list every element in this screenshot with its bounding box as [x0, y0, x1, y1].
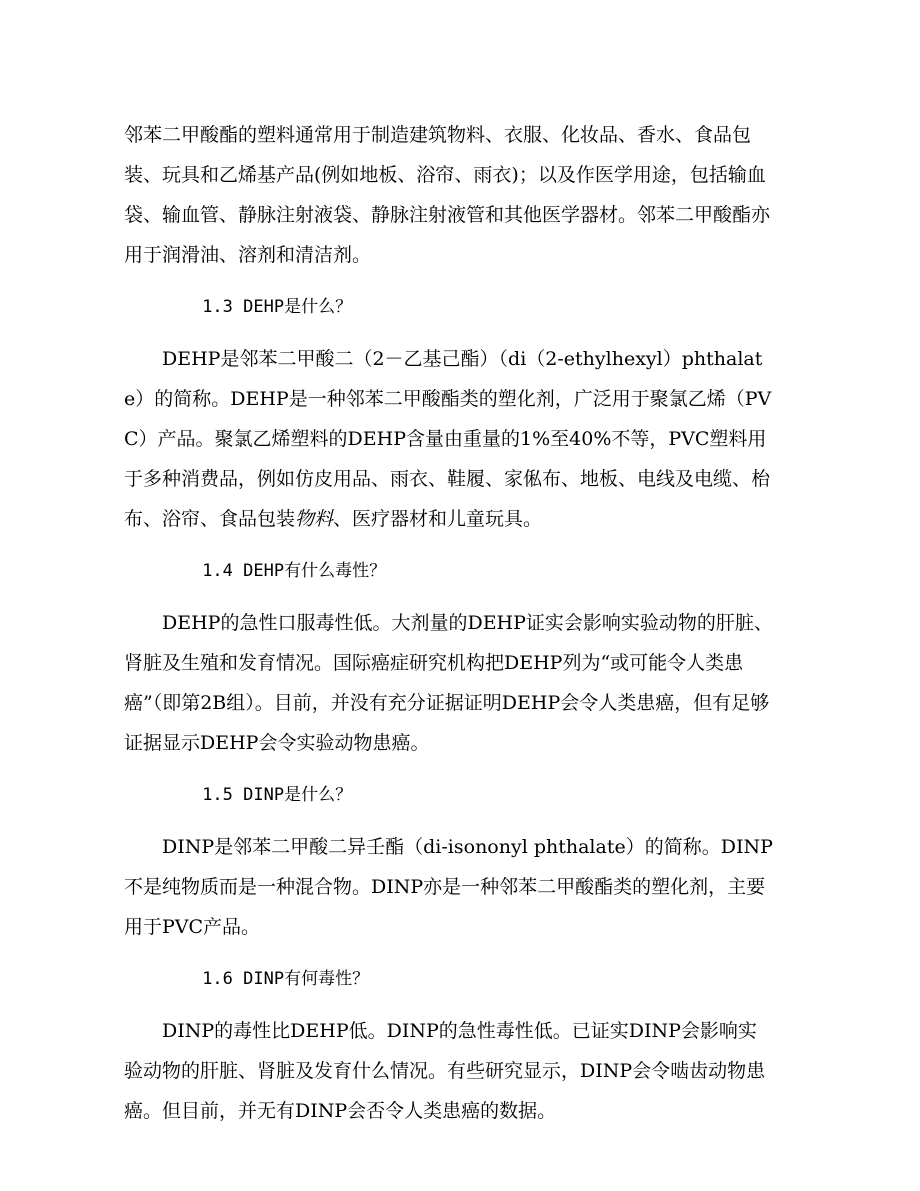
section-heading-1-3: 1.3 DEHP是什么？: [202, 297, 353, 317]
section-body-1-3-part-a: DEHP是邻苯二甲酸二（2－乙基己酯）（di（2-ethylhexyl）phthalate）的简称。DEHP是一种邻苯二甲酸酯类的塑化剂，广泛用于聚氯乙烯（PVC）产品。聚氯乙烯塑料的DEHP含量由重量的1%至40%不等，PVC塑料用于多种消费品，例如仿皮用品、雨衣、鞋履、家俬布、地板、电线及电缆、枱布、浴帘、食品包装: [124, 348, 772, 530]
section-heading-1-5: 1.5 DINP是什么？: [202, 785, 353, 805]
spacer: [124, 763, 774, 775]
spacer: [124, 275, 774, 287]
section-body-1-6: DINP的毒性比DEHP低。DINP的急性毒性低。已证实DINP会影响实验动物的肝脏、肾脏及发育什么情况。有些研究显示，DINP会令啮齿动物患癌。但目前，并无有DINP会否令人类患癌的数据。: [124, 1020, 766, 1122]
intro-paragraph: 邻苯二甲酸酯的塑料通常用于制造建筑物料、衣服、化妆品、香水、食品包装、玩具和乙烯基产品(例如地板、浴帘、雨衣)；以及作医学用途，包括输血袋、输血管、静脉注射液袋、静脉注射液管和其他医学器材。邻苯二甲酸酯亦用于润滑油、溶剂和清洁剂。: [124, 124, 771, 266]
document-body: [124, 115, 774, 1131]
section-heading-1-6: 1.6 DINP有何毒性？: [202, 969, 370, 989]
section-body-1-3-part-b: 、医疗器材和儿童玩具。: [333, 508, 543, 530]
section-body-1-3: [124, 339, 774, 539]
section-body-1-4: DEHP的急性口服毒性低。大剂量的DEHP证实会影响实验动物的肝脏、肾脏及生殖和发育情况。国际癌症研究机构把DEHP列为“或可能令人类患癌”（即第2B组）。目前，并没有充分证据证明DEHP会令人类患癌，但有足够证据显示DEHP会令实验动物患癌。: [124, 612, 773, 754]
spacer: [124, 947, 774, 959]
section-heading-1-4: 1.4 DEHP有什么毒性？: [202, 561, 387, 581]
section-body-1-5: DINP是邻苯二甲酸二异壬酯（di-isononyl phthalate）的简称。DINP不是纯物质而是一种混合物。DINP亦是一种邻苯二甲酸酯类的塑化剂，主要用于PVC产品。: [124, 836, 773, 938]
spacer: [124, 539, 774, 551]
section-body-1-3-italic: 物料: [295, 508, 334, 530]
